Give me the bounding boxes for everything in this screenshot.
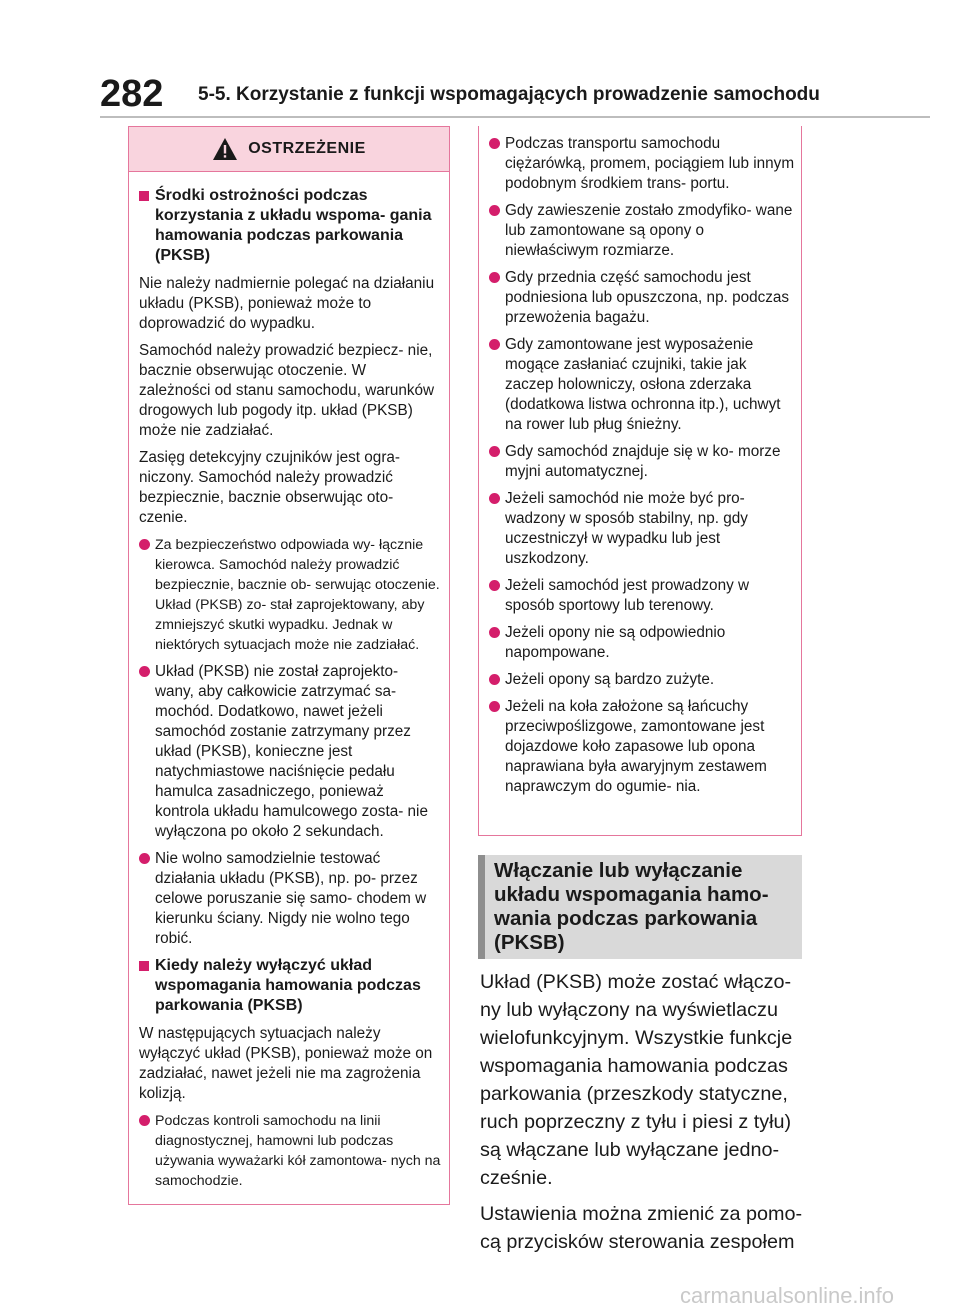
warning-subheading [139, 186, 441, 266]
bullet-dot-icon [489, 627, 500, 638]
bullet-dot-icon [489, 446, 500, 457]
watermark: carmanualsonline.info [680, 1283, 895, 1308]
body-paragraph: Ustawienia można zmienić za pomo- cą przycisków sterowania zespołem [480, 1203, 803, 1253]
page-header [100, 72, 930, 116]
list-item [139, 535, 441, 655]
list-item-text: Gdy samochód znajduje się w ko- morze myjni automatycznej. [505, 443, 781, 480]
header-divider [100, 116, 930, 118]
chapter-title: 5-5. Korzystanie z funkcji wspomagających prowadzenie samochodu [198, 84, 820, 105]
bullet-dot-icon [139, 666, 150, 677]
list-item-text: Jeżeli opony są bardzo zużyte. [505, 671, 715, 688]
list-item-text: Jeżeli samochód jest prowadzony w sposób sportowy lub terenowy. [505, 577, 750, 614]
warning-box [128, 126, 450, 1205]
bullet-dot-icon [139, 539, 150, 550]
list-item [489, 670, 795, 690]
list-item-text: Gdy zamontowane jest wyposażenie mogące zasłaniać czujniki, takie jak zaczep holowniczy, osłona zderzaka (dodatkowa listwa ochronna itp.), uchwyt na rower lub pług śnieżny. [505, 336, 781, 433]
subheading-text: Środki ostrożności podczas korzystania z układu wspoma- gania hamowania podczas parkowania (PKSB) [155, 187, 432, 264]
list-item [489, 335, 795, 435]
list-item [139, 1111, 441, 1191]
body-paragraph: Układ (PKSB) może zostać włączo- ny lub wyłączony na wyświetlaczu wielofunkcyjnym. Wszystkie funkcje wspomagania hamowania podczas parkowania (przeszkody statyczne, ruch poprzeczny z tyłu i piesi z tyłu) są włączane lub wyłączane jedno- cześnie. [480, 971, 793, 1189]
section-heading: Włączanie lub wyłączanie układu wspomagania hamo- wania podczas parkowania (PKSB) [478, 855, 802, 959]
warning-body [129, 172, 449, 1191]
warning-paragraph: Samochód należy prowadzić bezpiecz- nie, bacznie obserwując otoczenie. W zależności od stanu samochodu, warunków drogowych lub pogody itp. układ (PKSB) może nie zadziałać. [139, 342, 435, 439]
list-item [139, 662, 441, 842]
list-item [489, 442, 795, 482]
list-item-text: Podczas transportu samochodu ciężarówką, promem, pociągiem lub innym podobnym środkiem trans- portu. [505, 135, 795, 192]
bullet-dot-icon [489, 701, 500, 712]
bullet-dot-icon [139, 1115, 150, 1126]
page-number: 282 [100, 73, 164, 115]
warning-paragraph: W następujących sytuacjach należy wyłączyć układ (PKSB), ponieważ może on zadziałać, nawet jeżeli nie ma zagrożenia kolizją. [139, 1025, 433, 1102]
bullet-dot-icon [489, 493, 500, 504]
warning-triangle-icon [212, 137, 238, 161]
list-item [489, 489, 795, 569]
list-item [489, 134, 795, 194]
warning-subheading [139, 956, 441, 1016]
bullet-dot-icon [489, 272, 500, 283]
list-item-text: Jeżeli samochód nie może być pro- wadzony w sposób stabilny, np. gdy uczestniczył w wypadku lub jest uszkodzony. [505, 490, 748, 567]
list-item [139, 849, 441, 949]
bullet-dot-icon [489, 205, 500, 216]
list-item-text: Za bezpieczeństwo odpowiada wy- łącznie kierowca. Samochód należy prowadzić bezpiecznie, bacznie ob- serwując otoczenie. Układ (PKSB) zo- stał zaprojektowany, aby zmniejszyć skutki wypadku. Jednak w niektórych sytuacjach może nie zadziałać. [155, 537, 440, 653]
list-item-text: Jeżeli opony nie są odpowiednio napompowane. [505, 624, 726, 661]
bullet-dot-icon [489, 339, 500, 350]
bullet-dot-icon [489, 580, 500, 591]
warning-paragraph: Nie należy nadmiernie polegać na działaniu układu (PKSB), ponieważ może to doprowadzić do wypadku. [139, 275, 435, 332]
subheading-text: Kiedy należy wyłączyć układ wspomagania hamowania podczas parkowania (PKSB) [155, 957, 421, 1014]
warning-title: OSTRZEŻENIE [248, 140, 366, 157]
list-item [489, 268, 795, 328]
list-item-text: Nie wolno samodzielnie testować działania układu (PKSB), np. po- przez celowe poruszanie się samo- chodem w kierunku ściany. Nigdy nie wolno tego robić. [155, 850, 427, 947]
list-item-text: Gdy przednia część samochodu jest podniesiona lub opuszczona, np. podczas przewożenia bagażu. [505, 269, 790, 326]
list-item [489, 576, 795, 616]
list-item [489, 697, 795, 797]
list-item [489, 201, 795, 261]
conditions-list [478, 126, 802, 836]
list-item-text: Podczas kontroli samochodu na linii diagnostycznej, hamowni lub podczas używania wyważarki kół zamontowa- nych na samochodzie. [155, 1113, 441, 1189]
square-bullet-icon [139, 191, 149, 201]
warning-paragraph: Zasięg detekcyjny czujników jest ogra- niczony. Samochód należy prowadzić bezpiecznie, bacznie obserwując oto- czenie. [139, 449, 401, 526]
list-item-text: Gdy zawieszenie zostało zmodyfiko- wane lub zamontowane są opony o niewłaściwym rozmiarze. [505, 202, 793, 259]
warning-header [129, 127, 449, 172]
square-bullet-icon [139, 961, 149, 971]
list-item [489, 623, 795, 663]
bullet-dot-icon [139, 853, 150, 864]
list-item-text: Jeżeli na koła założone są łańcuchy przeciwpoślizgowe, zamontowane jest dojazdowe koło zapasowe lub opona naprawiana była awaryjnym zestawem naprawczym do ogumie- nia. [505, 698, 767, 795]
bullet-dot-icon [489, 138, 500, 149]
section-body [480, 968, 806, 1264]
list-item-text: Układ (PKSB) nie został zaprojekto- wany, aby całkowicie zatrzymać sa- mochód. Dodatkowo, nawet jeżeli samochód zostanie zatrzymany przez układ (PKSB), konieczne jest natychmiastowe naciśnięcie pedału hamulca zasadniczego, ponieważ kontrola układu hamulcowego zosta- nie wyłączona po około 2 sekundach. [155, 663, 428, 840]
bullet-dot-icon [489, 674, 500, 685]
